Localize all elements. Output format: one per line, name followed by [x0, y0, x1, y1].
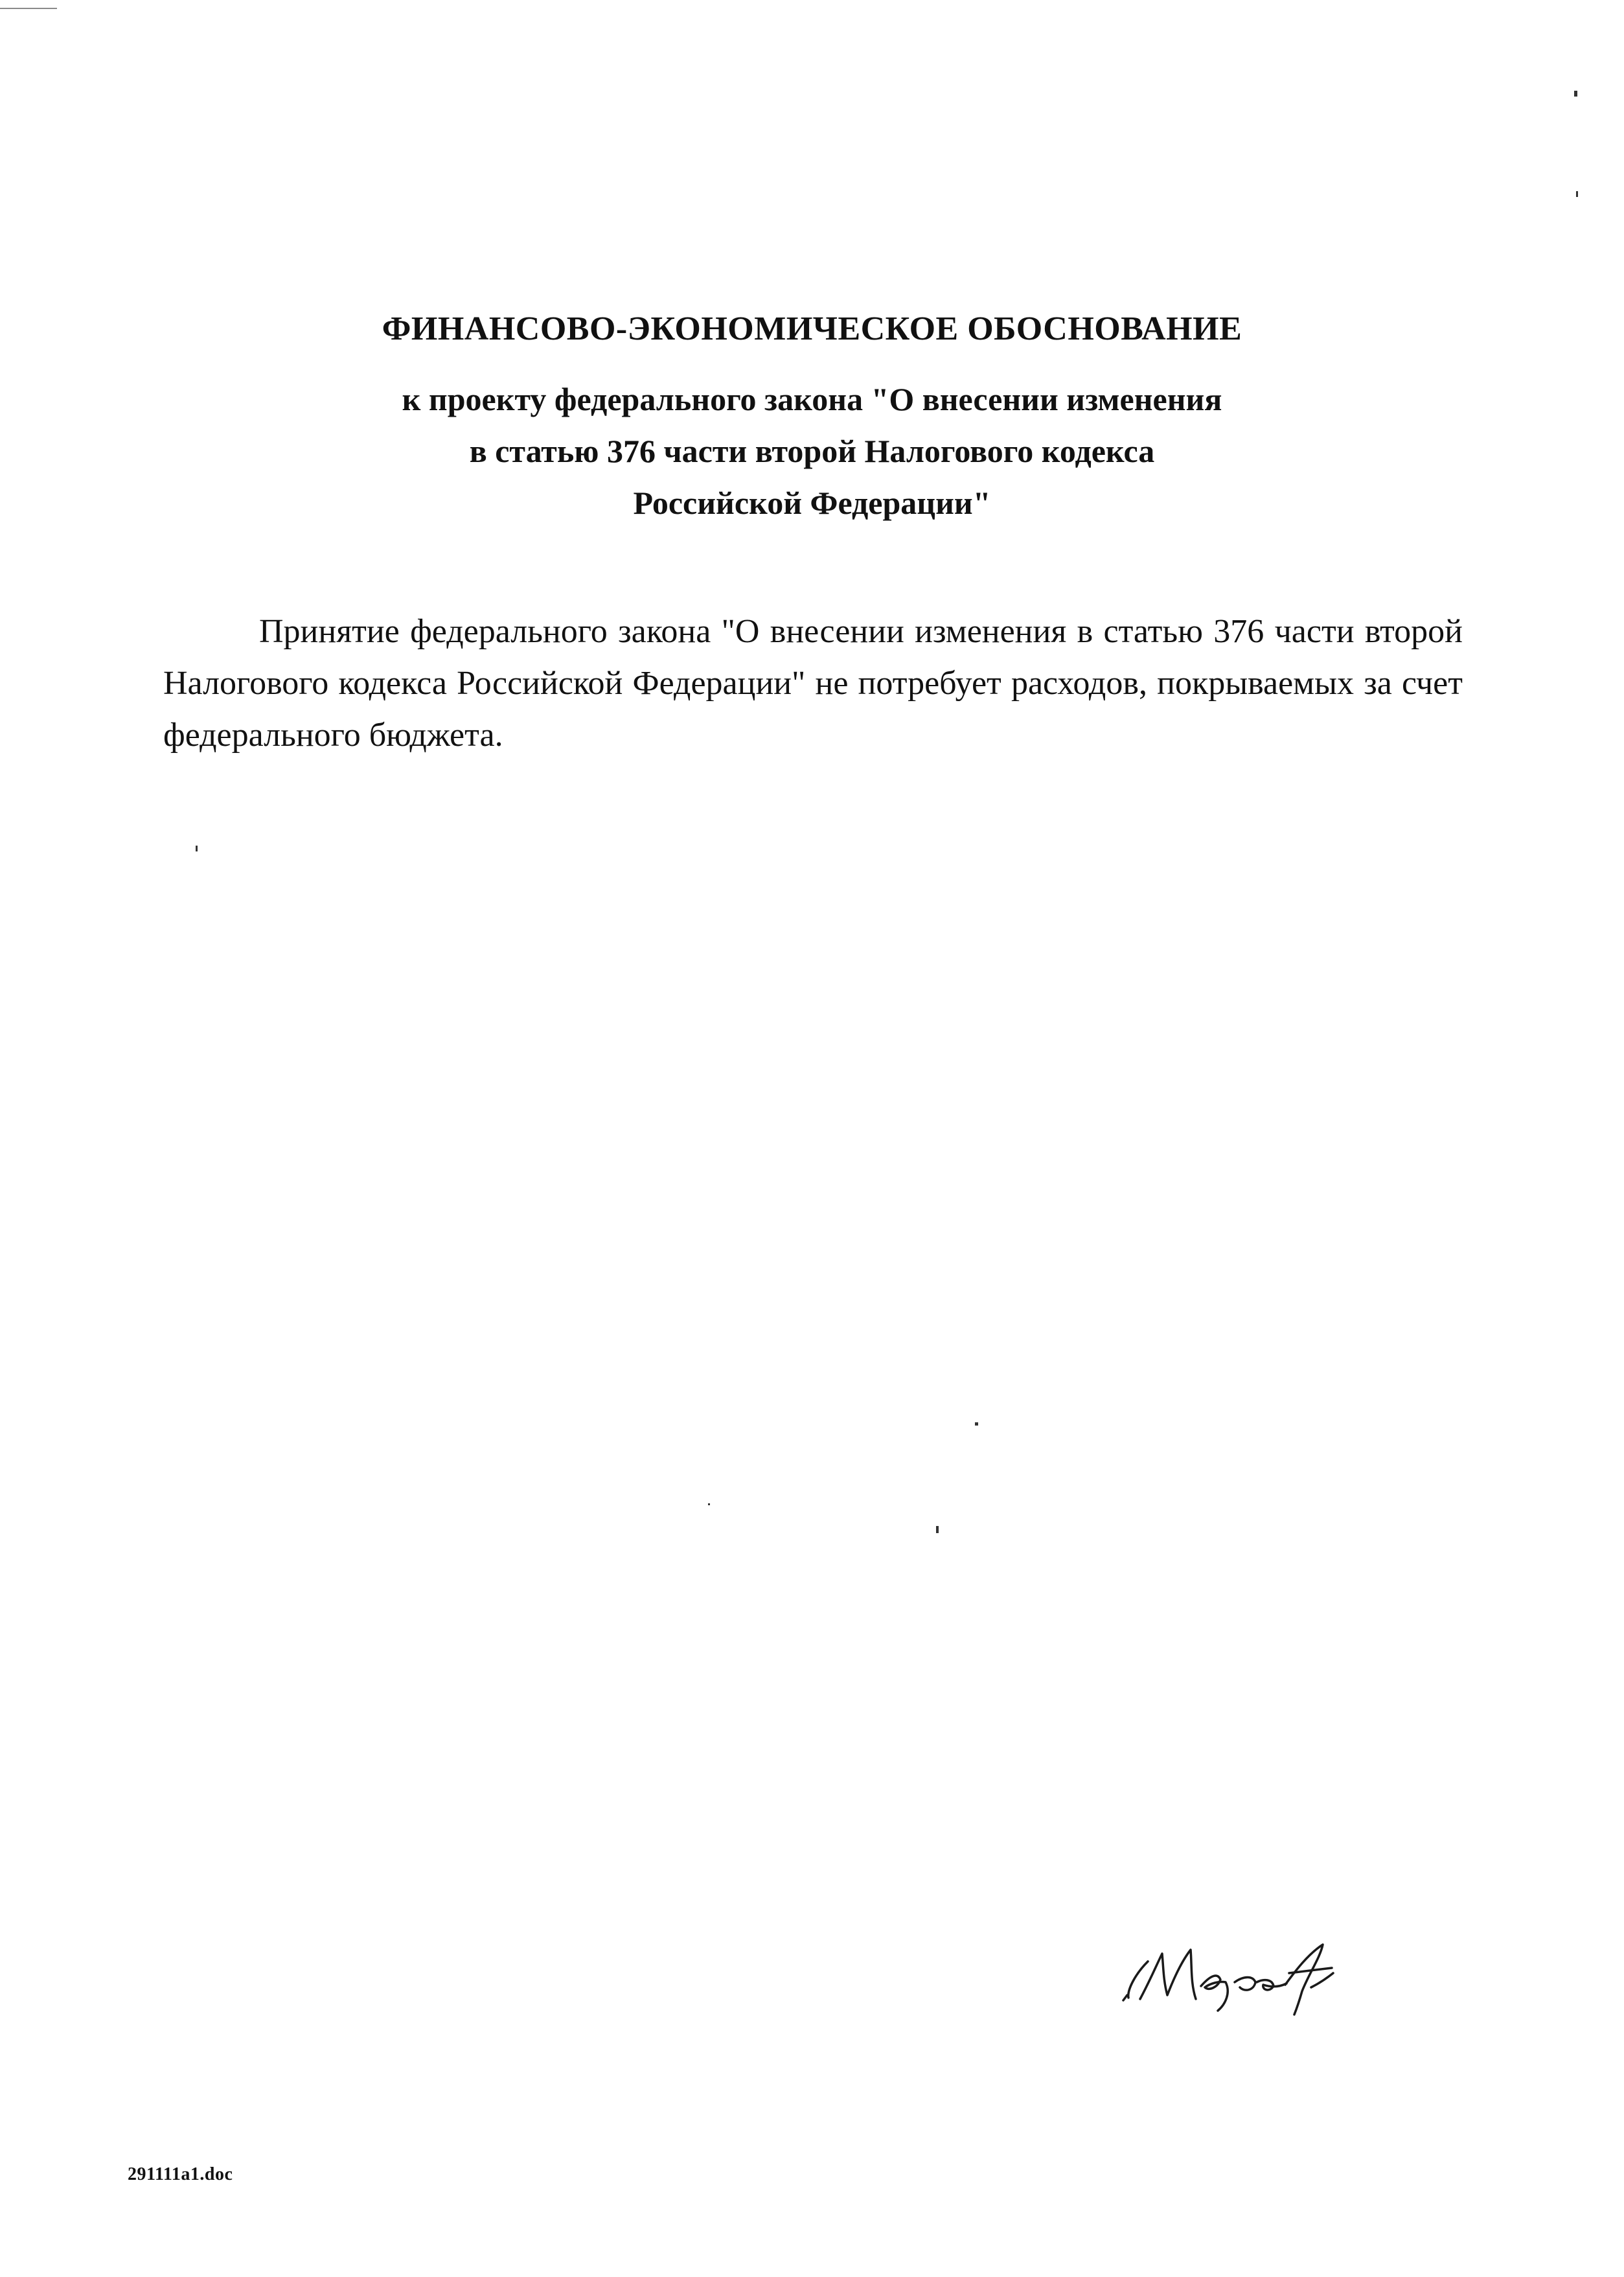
scan-artifact-dot	[975, 1422, 978, 1426]
subtitle-line: Российской Федерации"	[633, 485, 991, 521]
document-title: ФИНАНСОВО-ЭКОНОМИЧЕСКОЕ ОБОСНОВАНИЕ	[382, 310, 1242, 347]
subtitle-line: к проекту федерального закона "О внесении изменения	[402, 381, 1222, 417]
document-subtitle	[0, 373, 1624, 529]
file-name: 291111a1.doc	[128, 2164, 233, 2184]
scan-artifact-line	[0, 8, 57, 9]
scan-artifact-dot	[708, 1503, 710, 1505]
scan-artifact-dot	[936, 1526, 939, 1533]
subtitle-line: в статью 376 части второй Налогового кодекса	[469, 433, 1155, 469]
handwritten-signature	[1114, 1928, 1360, 2018]
scan-artifact-dot	[196, 846, 198, 851]
body-paragraph: Принятие федерального закона "О внесении изменения в статью 376 части второй Налогового кодекса Российской Федерации" не потребует расходов, покрываемых за счет федерального бюджета.	[163, 613, 1463, 754]
scan-artifact-dot	[1576, 191, 1578, 197]
scan-artifact-dot	[1574, 91, 1577, 97]
